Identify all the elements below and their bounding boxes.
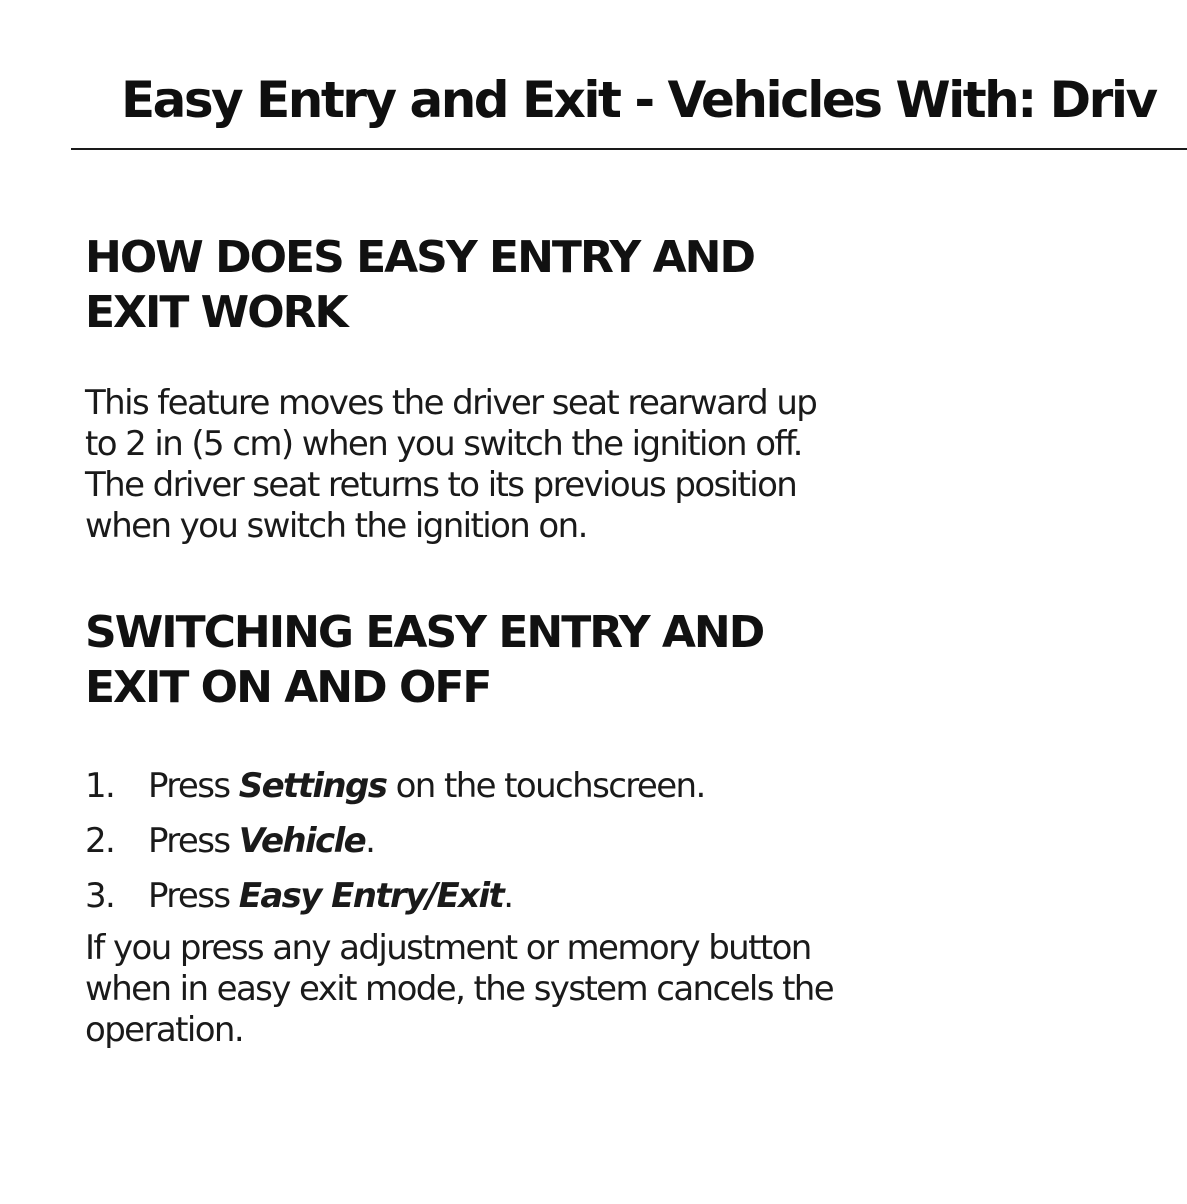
step-suffix: on the touchscreen.	[386, 766, 705, 806]
step-number: 2.	[85, 821, 115, 861]
step-item	[85, 869, 845, 924]
header-divider	[71, 148, 1187, 150]
step-prefix: Press	[148, 821, 239, 861]
content-column	[85, 230, 845, 1051]
step-prefix: Press	[148, 876, 239, 916]
step-text	[148, 869, 512, 924]
step-number: 3.	[85, 876, 115, 916]
heading-line: EXIT ON AND OFF	[85, 662, 491, 713]
section-heading-how-it-works	[85, 230, 845, 340]
cancel-operation-paragraph: If you press any adjustment or memory button when in easy exit mode, the system cancels the operation.	[85, 928, 834, 1050]
section-heading-switching	[85, 605, 845, 715]
step-text	[148, 814, 374, 869]
step-term-vehicle: Vehicle	[238, 821, 366, 861]
step-term-settings: Settings	[238, 766, 387, 806]
step-term-easy-entry-exit: Easy Entry/Exit	[238, 876, 504, 916]
step-number: 1.	[85, 766, 115, 806]
how-it-works-paragraph: This feature moves the driver seat rearward up to 2 in (5 cm) when you switch the ignition off. The driver seat returns to its previous position when you switch the ignition on.	[85, 383, 817, 546]
step-text	[148, 759, 705, 814]
heading-line: SWITCHING EASY ENTRY AND	[85, 607, 764, 658]
steps-list	[85, 759, 845, 924]
step-suffix: .	[365, 821, 375, 861]
page-header-title: Easy Entry and Exit - Vehicles With: Driv	[121, 71, 1156, 129]
step-suffix: .	[503, 876, 513, 916]
heading-line: HOW DOES EASY ENTRY AND	[85, 232, 754, 283]
step-item	[85, 759, 845, 814]
heading-line: EXIT WORK	[85, 287, 347, 338]
step-prefix: Press	[148, 766, 239, 806]
step-item	[85, 814, 845, 869]
